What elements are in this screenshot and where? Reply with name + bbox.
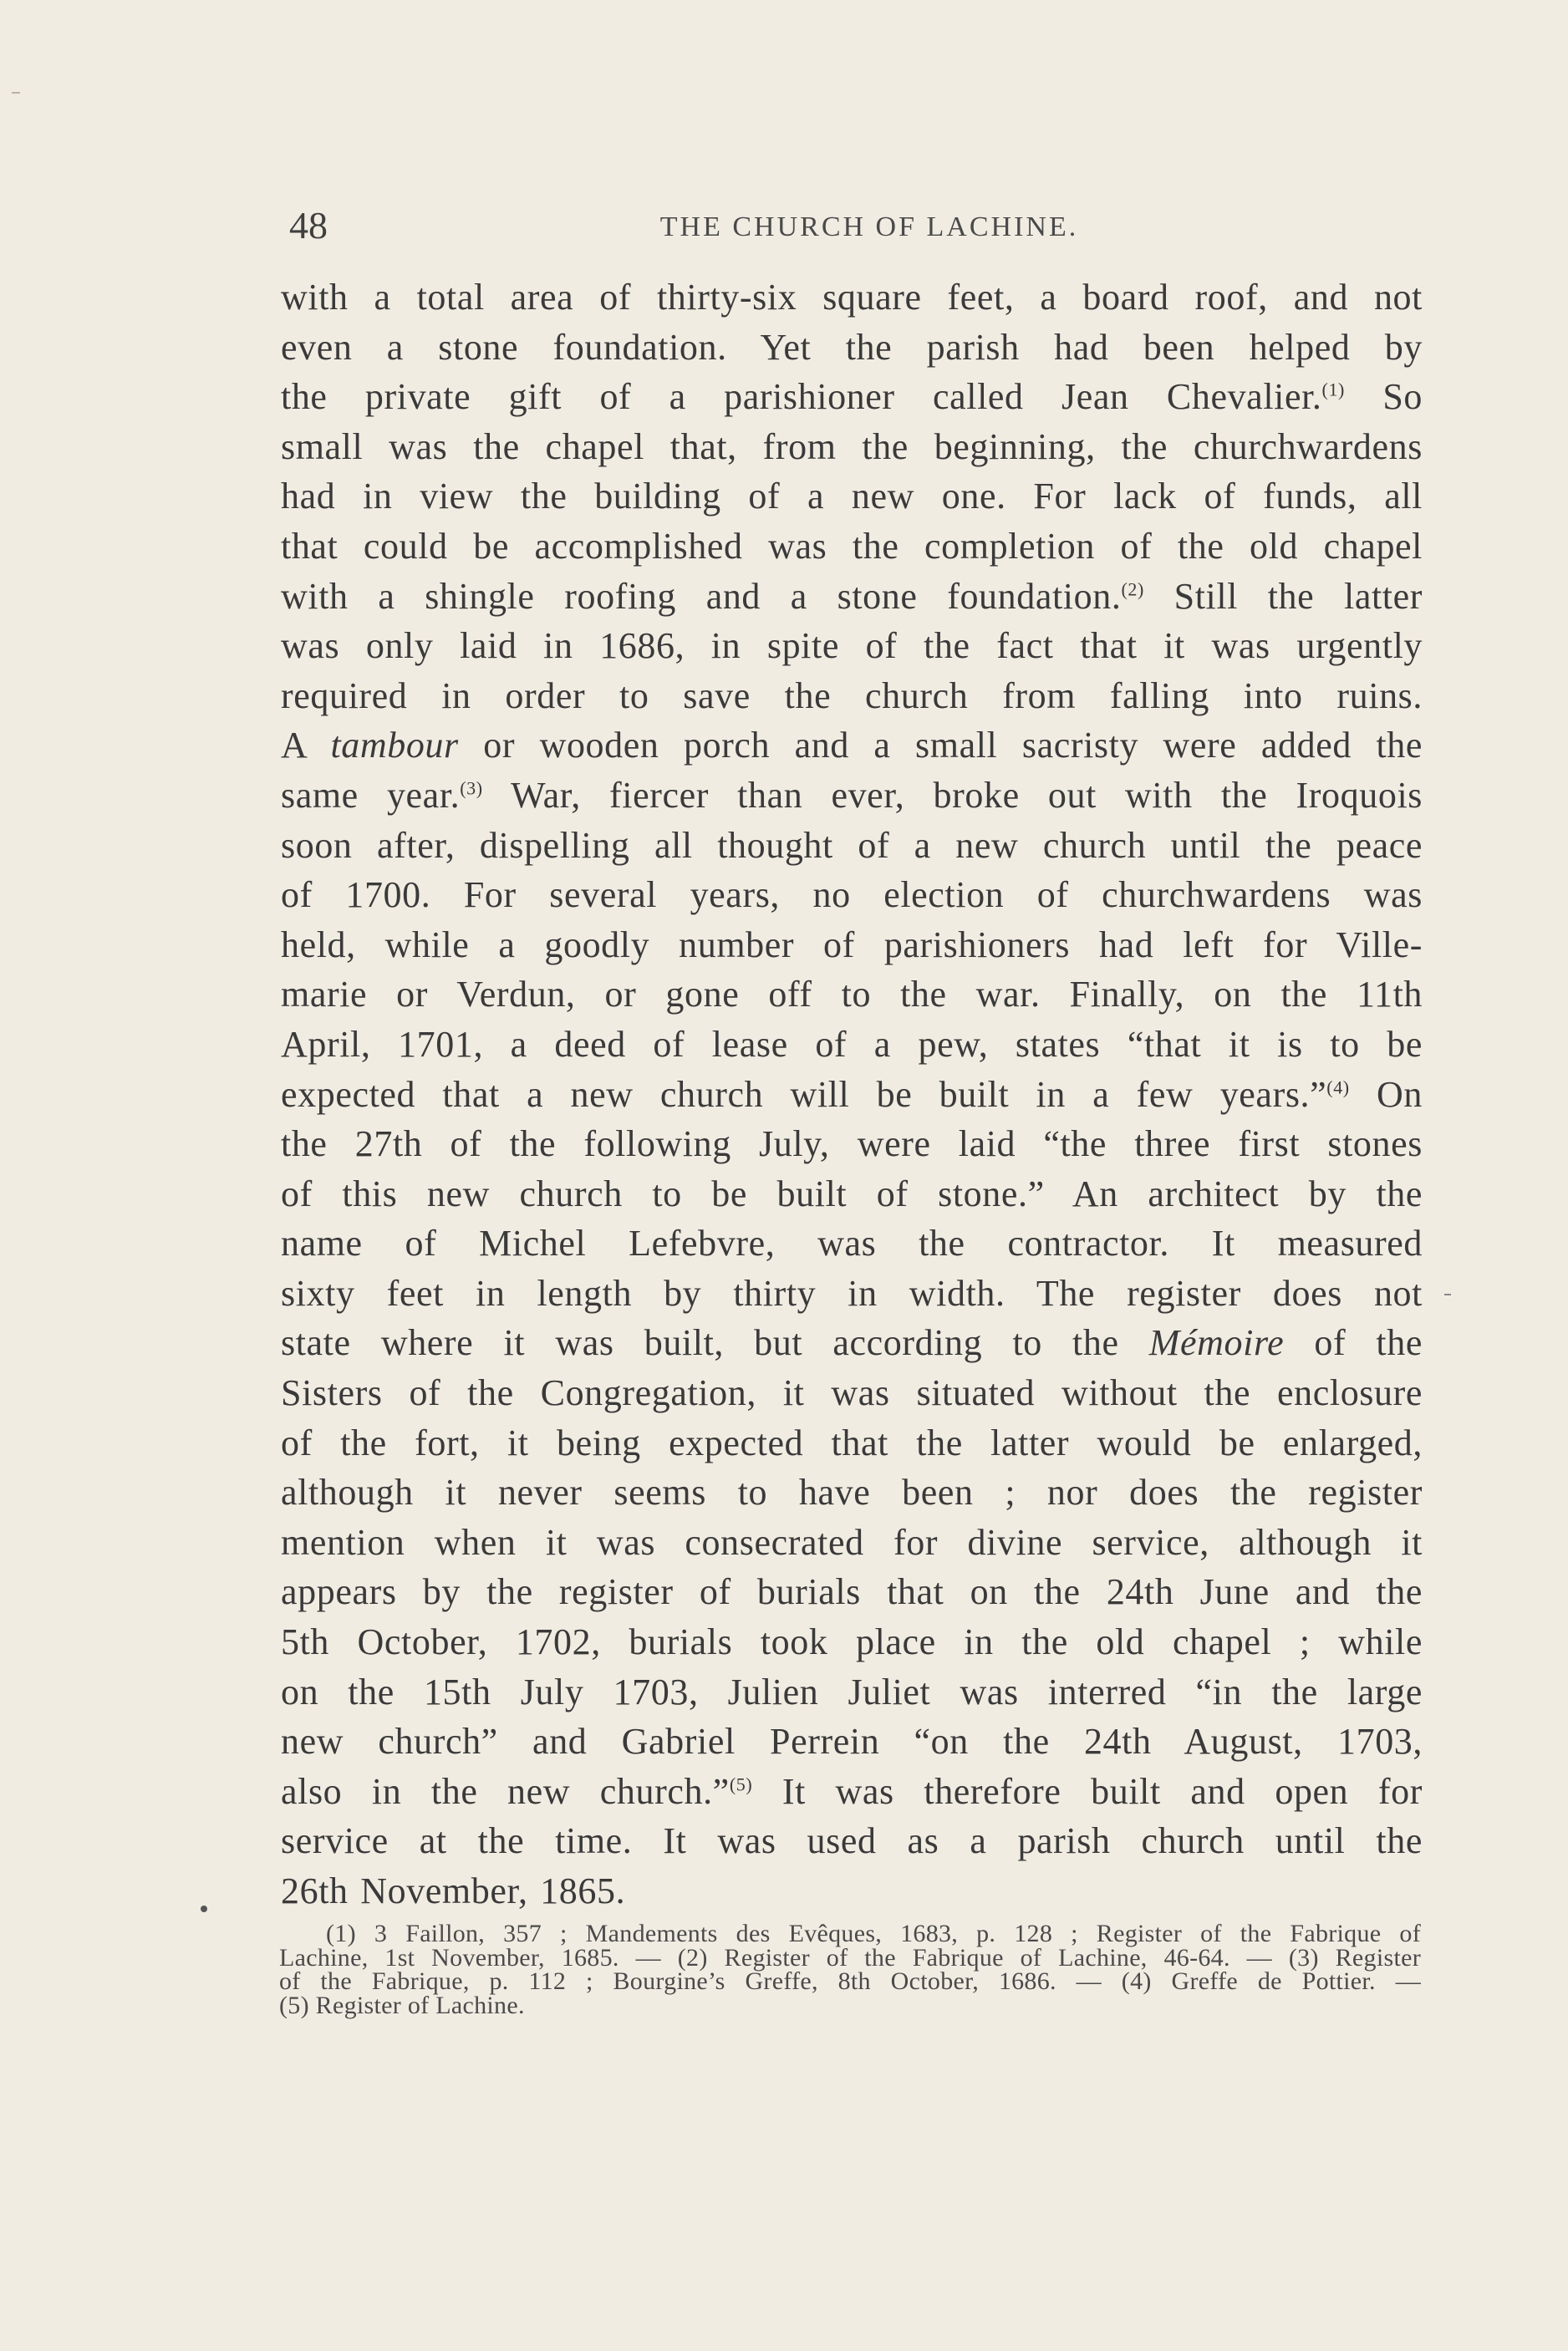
footnote-line: (1) 3 Faillon, 357 ; Mandements des Evêques, 1683, p. 128 ; Register of the Fabrique of: [326, 1920, 1421, 1947]
footnotes: [279, 1922, 1421, 2018]
text-line: the private gift of a parishioner called Jean Chevalier.$^{(1)}$ So: [281, 376, 1423, 418]
text-line: April, 1701, a deed of lease of a pew, states “that it is to be: [281, 1023, 1423, 1065]
text-line: Sisters of the Congregation, it was situated without the enclosure: [281, 1372, 1423, 1414]
body-text: [281, 272, 1423, 1916]
footnote-ref: (4): [1326, 1076, 1350, 1097]
text-line: 26th November, 1865.: [281, 1870, 626, 1911]
text-line: same year.$^{(3)}$ War, fiercer than ever, broke out with the Iroquois: [281, 774, 1423, 816]
text-line: mention when it was consecrated for divine service, although it: [281, 1521, 1423, 1563]
text-line: new church” and Gabriel Perrein “on the 24th August, 1703,: [281, 1721, 1423, 1763]
margin-dot: [201, 1906, 207, 1912]
text-line: was only laid in 1686, in spite of the fact that it was urgently: [281, 625, 1423, 667]
footnote-ref: (3): [460, 777, 483, 799]
text-line: on the 15th July 1703, Julien Juliet was interred “in the large: [281, 1671, 1423, 1712]
text-line: of 1700. For several years, no election of churchwardens was: [281, 874, 1423, 916]
text-line: service at the time. It was used as a parish church until the: [281, 1820, 1423, 1862]
running-title: THE CHURCH OF LACHINE.: [659, 211, 1079, 242]
page-header: [284, 201, 1421, 251]
text-line: required in order to save the church from falling into ruins.: [281, 674, 1423, 716]
text-line: of this new church to be built of stone.” An architect by the: [281, 1173, 1423, 1214]
footnote-ref: (5): [729, 1773, 753, 1795]
text-line: with a total area of thirty-six square feet, a board roof, and not: [281, 277, 1423, 318]
footnote-ref: (1): [1321, 379, 1345, 400]
margin-mark: [1444, 1294, 1451, 1295]
text-line: expected that a new church will be built in a few years.”$^{(4)}$ On: [281, 1073, 1423, 1115]
text-line: also in the new church.”$^{(5)}$ It was therefore built and open for: [281, 1770, 1423, 1812]
footnote-line: Lachine, 1st November, 1685. — (2) Register of the Fabrique of Lachine, 46-64. — (3) Register: [279, 1943, 1421, 1972]
text-line: small was the chapel that, from the beginning, the churchwardens: [281, 425, 1423, 467]
text-line: A tambour or wooden porch and a small sacristy were added the: [281, 725, 1423, 766]
text-line: 5th October, 1702, burials took place in the old chapel ; while: [281, 1621, 1423, 1663]
page-number: 48: [289, 204, 328, 247]
text-line: that could be accomplished was the completion of the old chapel: [281, 525, 1423, 567]
text-line: with a shingle roofing and a stone foundation.$^{(2)}$ Still the latter: [281, 575, 1423, 617]
text-line: even a stone foundation. Yet the parish had been helped by: [281, 326, 1423, 368]
footnote-ref: (2): [1121, 578, 1144, 599]
text-line: name of Michel Lefebvre, was the contractor. It measured: [281, 1223, 1423, 1265]
text-line: marie or Verdun, or gone off to the war. Finally, on the 11th: [281, 974, 1423, 1015]
text-line: of the fort, it being expected that the latter would be enlarged,: [281, 1422, 1423, 1463]
footnote-line: of the Fabrique, p. 112 ; Bourgine’s Greffe, 8th October, 1686. — (4) Greffe de Pottier. —: [279, 1967, 1421, 1995]
scan-artifact-mark: [12, 92, 20, 94]
text-line: the 27th of the following July, were laid “the three first stones: [281, 1123, 1423, 1165]
text-line: soon after, dispelling all thought of a new church until the peace: [281, 824, 1423, 866]
text-line: although it never seems to have been ; nor does the register: [281, 1472, 1423, 1514]
text-line: sixty feet in length by thirty in width. The register does not: [281, 1272, 1423, 1314]
text-line: held, while a goodly number of parishioners had left for Ville-: [281, 924, 1423, 965]
text-line: had in view the building of a new one. For lack of funds, all: [281, 476, 1423, 517]
italic-term: Mémoire: [1148, 1322, 1285, 1364]
text-line: appears by the register of burials that on the 24th June and the: [281, 1571, 1423, 1613]
italic-term: tambour: [330, 725, 459, 766]
text-line: state where it was built, but according to the Mémoire of the: [281, 1322, 1423, 1364]
footnote-line: (5) Register of Lachine.: [279, 1991, 525, 2019]
